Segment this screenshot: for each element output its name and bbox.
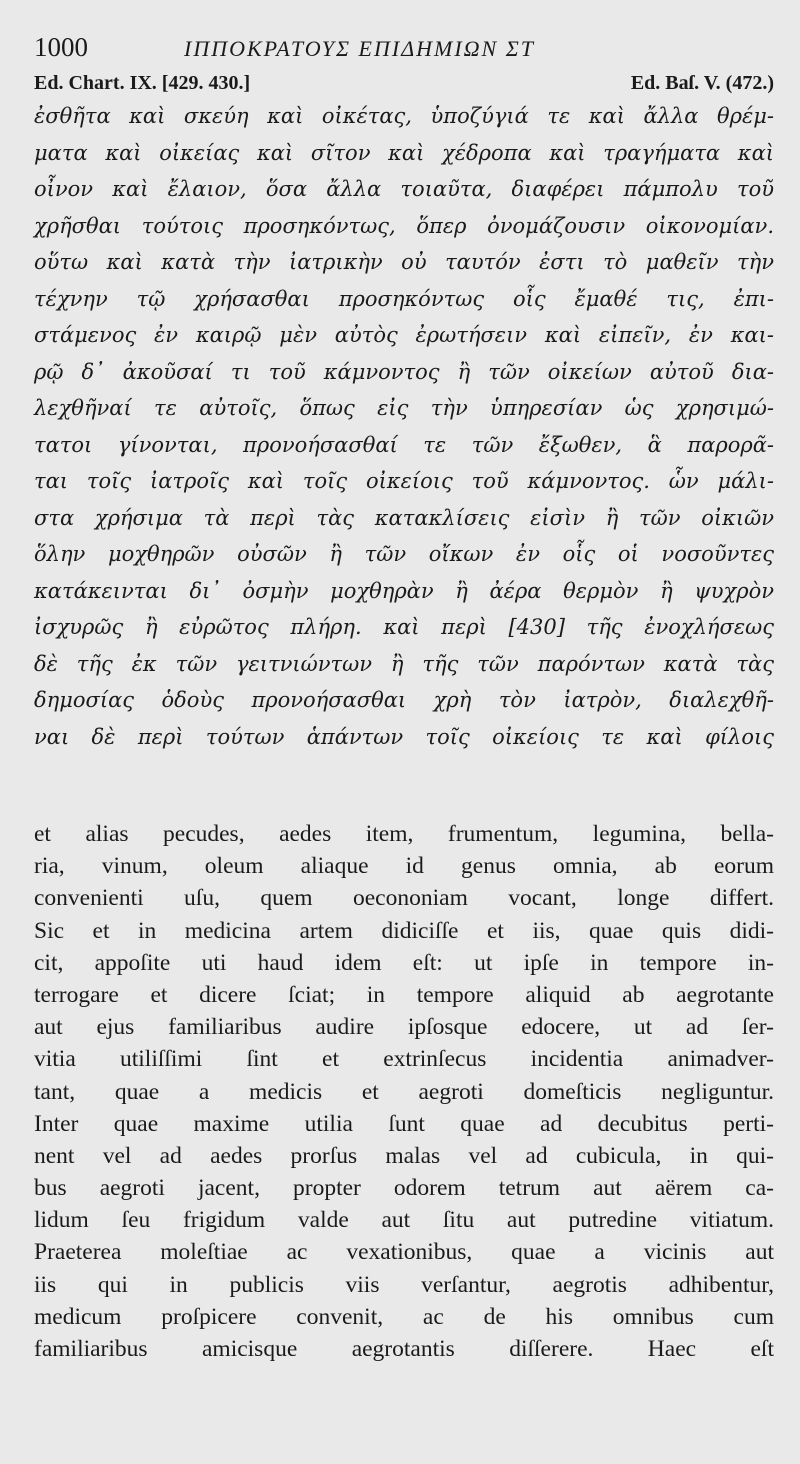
latin-text-block xyxy=(34,818,774,1365)
greek-line: τατοι γίνονται, προνοήσασθαί τε τῶν ἔξωθεν, ἃ παρορᾶ- xyxy=(34,432,774,457)
greek-line: ὅλην μοχθηρῶν οὐσῶν ἢ τῶν οἴκων ἐν οἷς οἱ νοσοῦντες xyxy=(34,542,774,566)
greek-text-block xyxy=(34,98,774,755)
latin-line: ria, vinum, oleum aliaque id genus omnia, ab eorum xyxy=(34,853,774,880)
greek-line: ἰσχυρῶς ἢ εὐρῶτος πλήρη. καὶ περὶ [430] τῆς ἐνοχλήσεως xyxy=(34,615,774,639)
latin-line: tant, quae a medicis et aegroti domeſticis negliguntur. xyxy=(34,1078,774,1105)
edition-chartier-reference: Ed. Chart. IX. [429. 430.] xyxy=(34,72,251,94)
latin-line: cit, appoſite uti haud idem eſt: ut ipſe in tempore in- xyxy=(34,949,774,976)
latin-line: Praeterea moleſtiae ac vexationibus, quae a vicinis aut xyxy=(34,1239,774,1266)
latin-line: lidum ſeu frigidum valde aut ſitu aut putredine vitiatum. xyxy=(34,1207,774,1234)
running-head xyxy=(34,32,774,72)
greek-line: λεχθῆναί τε αὐτοῖς, ὅπως εἰς τὴν ὑπηρεσίαν ὡς χρησιμώ- xyxy=(34,396,774,420)
greek-line: δὲ τῆς ἐκ τῶν γειτνιώντων ἢ τῆς τῶν παρόντων κατὰ τὰς xyxy=(34,651,774,676)
greek-line: στάμενος ἐν καιρῷ μὲν αὐτὸς ἐρωτήσειν καὶ εἰπεῖν, ἐν και- xyxy=(34,323,774,347)
latin-line: convenienti uſu, quem oecononiam vocant, longe differt. xyxy=(34,885,774,912)
running-title: ΙΠΠΟΚΡΑΤΟΥΣ ΕΠΙΔΗΜΙΩΝ ΣΤ xyxy=(184,36,536,61)
greek-line: στα χρήσιμα τὰ περὶ τὰς κατακλίσεις εἰσὶν ἢ τῶν οἰκιῶν xyxy=(34,505,774,530)
greek-line: ἐσθῆτα καὶ σκεύη καὶ οἰκέτας, ὑποζύγιά τε καὶ ἄλλα θρέμ- xyxy=(34,104,774,128)
latin-line: nent vel ad aedes prorſus malas vel ad cubicula, in qui- xyxy=(34,1142,774,1169)
latin-line: medicum proſpicere convenit, ac de his omnibus cum xyxy=(34,1303,774,1330)
latin-line: et alias pecudes, aedes item, frumentum, legumina, bella- xyxy=(34,821,774,847)
latin-line: Sic et in medicina artem didiciſſe et iis, quae quis didi- xyxy=(34,917,774,944)
page-number: 1000 xyxy=(34,32,88,62)
edition-basel-reference: Ed. Baſ. V. (472.) xyxy=(630,72,774,94)
greek-line: ται τοῖς ἰατροῖς καὶ τοῖς οἰκείοις τοῦ κάμνοντος. ὧν μάλι- xyxy=(34,469,774,493)
greek-line: τέχνην τῷ χρήσασθαι προσηκόντως οἷς ἔμαθέ τις, ἐπι- xyxy=(34,286,774,311)
greek-line: ναι δὲ περὶ τούτων ἁπάντων τοῖς οἰκείοις τε καὶ φίλοις xyxy=(34,724,774,749)
latin-line: terrogare et dicere ſciat; in tempore aliquid ab aegrotante xyxy=(34,981,774,1008)
latin-line: bus aegroti jacent, propter odorem tetrum aut aërem ca- xyxy=(34,1175,774,1202)
greek-line: ρῷ δ᾽ ἀκοῦσαί τι τοῦ κάμνοντος ἢ τῶν οἰκείων αὐτοῦ δια- xyxy=(34,359,774,384)
latin-line: iis qui in publicis viis verſantur, aegrotis adhibentur, xyxy=(34,1271,774,1298)
greek-line: οἶνον καὶ ἔλαιον, ὅσα ἄλλα τοιαῦτα, διαφέρει πάμπολυ τοῦ xyxy=(34,177,774,201)
latin-line: familiaribus amicisque aegrotantis diſſerere. Haec eſt xyxy=(34,1336,774,1362)
greek-line: οὕτω καὶ κατὰ τὴν ἰατρικὴν οὐ ταυτόν ἐστι τὸ μαθεῖν τὴν xyxy=(34,250,774,274)
latin-line: vitia utiliſſimi ſint et extrinſecus incidentia animadver- xyxy=(34,1046,774,1073)
greek-line: ματα καὶ οἰκείας καὶ σῖτον καὶ χέδροπα καὶ τραγήματα καὶ xyxy=(34,140,774,165)
greek-line: κατάκεινται δι᾽ ὀσμὴν μοχθηρὰν ἢ ἀέρα θερμὸν ἢ ψυχρὸν xyxy=(34,578,774,603)
greek-line: δημοσίας ὁδοὺς προνοήσασθαι χρὴ τὸν ἰατρὸν, διαλεχθῆ- xyxy=(34,688,774,712)
greek-line: χρῆσθαι τούτοις προσηκόντως, ὅπερ ὀνομάζουσιν οἰκονομίαν. xyxy=(34,213,774,238)
latin-line: Inter quae maxime utilia ſunt quae ad decubitus perti- xyxy=(34,1110,774,1137)
latin-line: aut ejus familiaribus audire ipſosque edocere, ut ad ſer- xyxy=(34,1014,774,1041)
